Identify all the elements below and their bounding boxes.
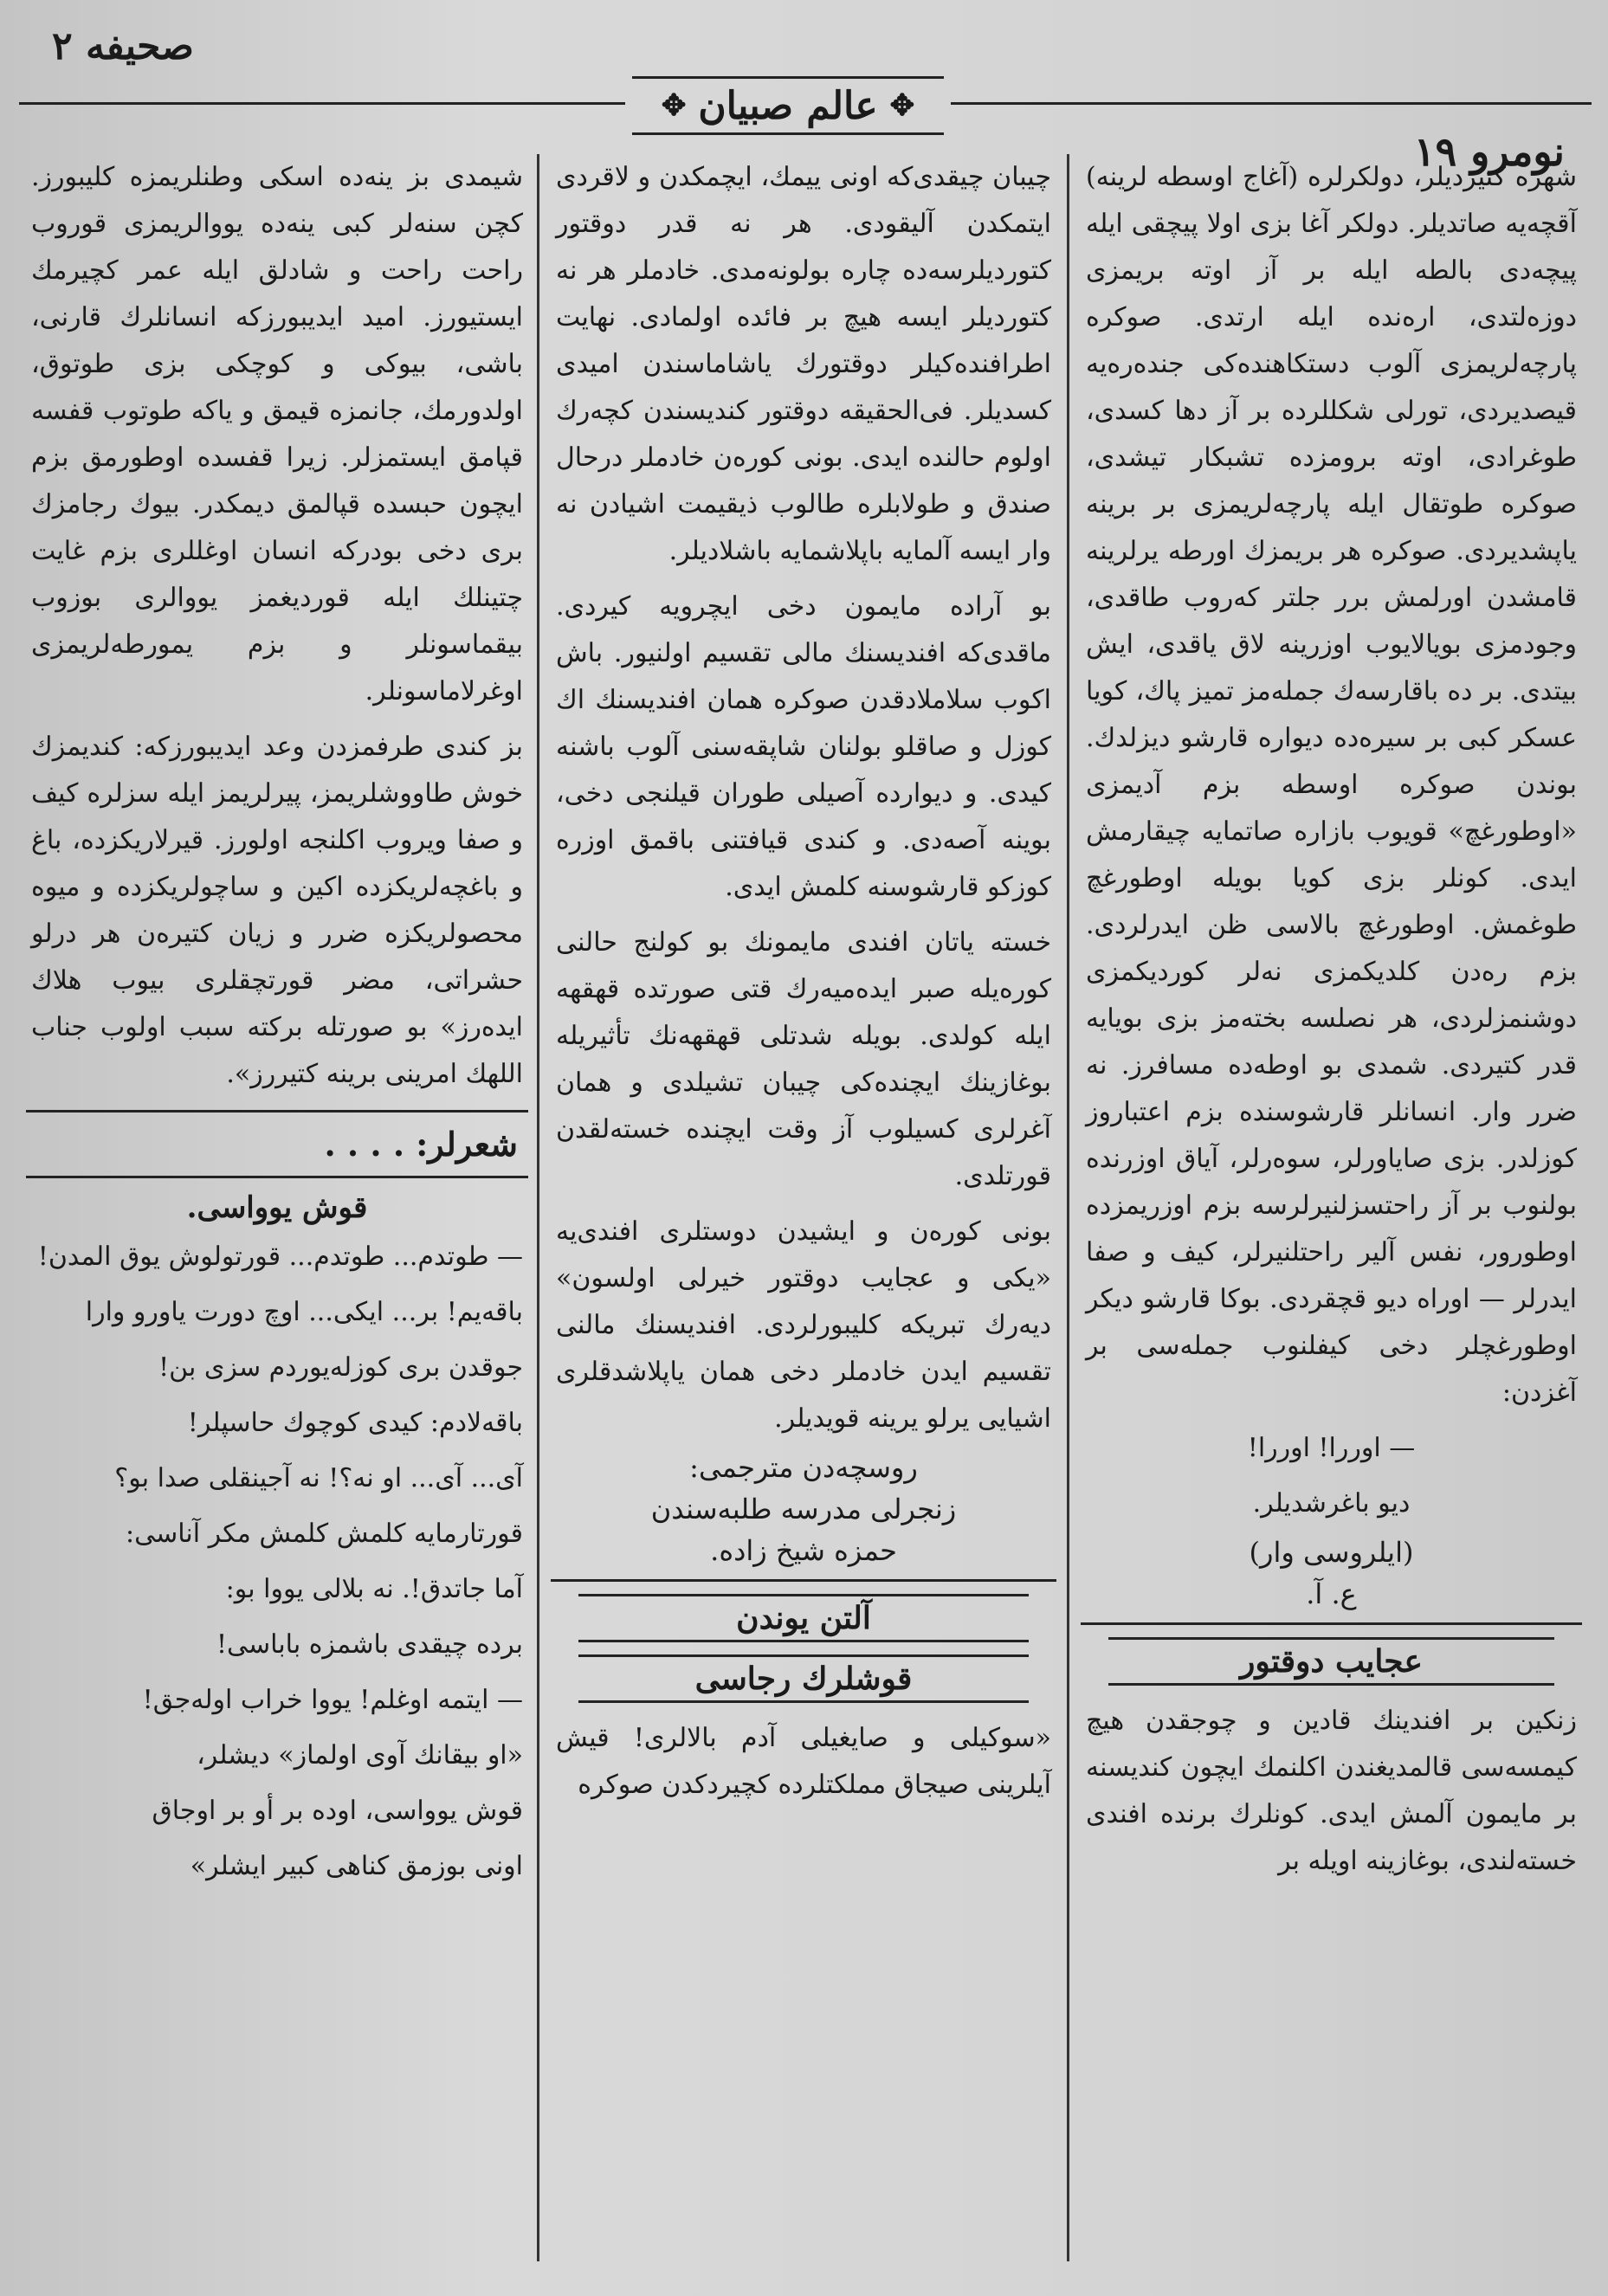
article-paragraph: دیو باغرشدیلر. [1252,1488,1411,1519]
subsection-title: قوشلرك رجاسی [578,1654,1029,1703]
continued-note: (ایلروسی وار) [1249,1536,1414,1569]
issue-number: نومرو ١٩ [1413,128,1565,175]
ornament-icon: ✥ [889,88,915,123]
section-divider [1081,1622,1582,1625]
article-paragraph: شهره کتیردیلر، دولکرلره (آغاج اوسطه لرینه) آقچه‌یه صاتدیلر. دولکر آغا بزی اولا پیچقی ایله پیچه‌دی بالطه ایله بر آز اوته بریمزی دوزه‌لتدی، اره‌نده ایله ارتدی. صوکره پارچه‌لریمزی آلوب دستکاهنده‌کی جنده‌ره‌یه قیصدیردی، تورلی شکللرده بر آز دها کسدی، طوغرادی، اوته برومزده تشبکار تیشدی، صوکره طوتقال ایله پارچه‌لریمزی بر برینه یاپشدیردی. صوکره هر بریمزك اورطه یرلرینه قامشدن اورلمش برر جلتر که‌روب طاقدی، وجودمزی بویالایوب اوزرینه لاق یاقدی، ایش بیتدی. بر ده باقارسه‌ك جمله‌مز تمیز پاك، کویا عسکر کبی بر سیره‌ده دیواره قارشو دیزلدك. بوندن صوکره اوسطه بزم آدیمزی «اوطورغچ» قویوب بازاره صاتمایه چیقارمش ایدی. کونلر بزی کویا بویله اوطورغچ طوغمش. اوطورغچ بالاسی ظن ایدرلردی. بزم ره‌دن کلدیکمزی نه‌لر کوردیکمزی دوشنمزلردی، هر نصلسه بخته‌مز بزی بویایه قدر کتیردی. شمدی بو اوطه‌ده مسافرز. نه ضرر وار. انسانلر قارشوسنده بزم اعتباروز کوزلدر. بزی صایاورلر، سوه‌رلر، آیاق اوزرنده بولنوب بر آز راحتسزلنیرلرسه بزم اوزریمزده اوطورور، نفس آلیر راحتلنیرلر، کیف و صفا ایدرلر — اوراه دیو قچقردی. بوکا قارشو دیکر اوطورغچلر دخی کیفلنوب جمله‌سی بر آغزدن: [1086,162,1577,1408]
poem-line: آی... آی... او نه؟! نه آجینقلی صدا بو؟ [114,1463,523,1493]
author-signature: ع. آ. [1306,1577,1357,1610]
section-divider [26,1110,528,1113]
article-paragraph: خسته یاتان افندی مایمونك بو کولنج حالنی کوره‌یله صبر ایده‌میه‌رك قتی صورتده قهقهه ایله کولدی. بویله شدتلی قهقهه‌نك تأثیریله بوغازینك ایچنده‌کی چیبان تشیلدی و همان آغرلری کسیلوب آز وقت ایچنده خسته‌لقدن قورتلدی. [556,927,1051,1191]
story-title: عجایب دوقتور [1108,1637,1554,1686]
poems-heading [36,1125,518,1164]
left-column [19,154,535,2261]
poem-line: آما جاتدق!. نه بلالی یووا بو: [225,1574,523,1604]
article-paragraph: بز کندی طرفمزدن وعد ایدیبورزکه: کندیمزك خوش طاووشلریمز، پیرلریمز ایله سزلره کیف و صفا ویروب اکلنجه اولورز. قیرلاریکزده، باغ و باغچه‌لریکزده اکین و ساچولریکزده و میوه محصولریکزه ضرر و زیان کتیره‌ن هر درلو حشراتی، مضر قورتچقلری بیوب هلاك ایده‌رز» بو صورتله برکته سبب اولوب جناب اللهك امرینی برینه کتیررز». [31,732,523,1089]
poem-line: — طوتدم... طوتدم... قورتولوش یوق المدن! [37,1242,523,1272]
poems-title: شعرلر: [416,1125,518,1164]
column-divider [1067,154,1069,2261]
poem-line: قورتارمایه کلمش کلمش مکر آناسی: [126,1519,523,1549]
translator-school: زنجرلی مدرسه طلبه‌سندن [650,1493,957,1525]
column-divider [537,154,539,2261]
section-paragraph: «سوکیلی و صایغیلی آدم بالالری! قیش آیلرینی صیجاق مملکتلرده کچیردکدن صوکره [556,1723,1051,1800]
poem-line: اونی بوزمق کناهی کبیر ایشلر» [190,1851,523,1881]
translator-credit: روسچه‌دن مترجمی: [689,1451,918,1484]
masthead [632,76,944,135]
poem-title: قوش یوواسی. [186,1190,368,1225]
ornament-icon: ✥ [661,88,687,123]
article-paragraph: — اوررا! اوررا! [1247,1433,1416,1463]
article-paragraph: چیبان چیقدی‌که اونی ییمك، ایچمکدن و لاقردی ایتمکدن آلیقودی. هر نه قدر دوقتور کتوردیلرسه‌ده چاره بولونه‌مدی. خادملر هر نه کتوردیلر ایسه هیچ بر فائده اولمادی. نهایت اطرافنده‌کیلر دوقتورك یاشاماسندن امیدی کسدیلر. فی‌الحقیقه دوقتور کندیسندن کچه‌رك اولوم حالنده ایدی. بونی کوره‌ن خادملر درحال صندق و طولابلره طالوب ذیقیمت اشیادن نه وار ایسه آلمایه باپلاشمایه باشلادیلر. [556,162,1051,566]
poem-line: «او بیقانك آوی اولماز» دیشلر، [197,1740,523,1770]
poem-line: باقه‌لادم: کیدی کوچوك حاسپلر! [187,1408,523,1438]
article-paragraph: بونی کوره‌ن و ایشیدن دوستلری افندی‌یه «یکی و عجایب دوقتور خیرلی اولسون» دیه‌رك تبریکه کلیبورلردی. افندیسنك مالنی تقسیم ایدن خادملر دخی همان یاپلاشدقلری اشیایی یرلو یرینه قویدیلر. [556,1216,1051,1434]
header-rule-left [19,102,625,105]
poem-line: جوقدن بری کوزله‌یوردم سزی بن! [158,1352,523,1383]
middle-column [544,154,1063,2261]
translator-name: حمزه شیخ زاده. [710,1534,897,1567]
poem-line: — ایتمه اوغلم! یووا خراب اوله‌جق! [142,1685,523,1715]
section-divider [26,1176,528,1178]
poem-line: باقه‌یم! بر... ایکی... اوچ دورت یاورو وارا [85,1297,523,1327]
section-title: آلتن یوندن [578,1594,1029,1642]
poem-line: برده چیقدی باشمزه باباسی! [216,1629,523,1660]
header-rule-right [951,102,1592,105]
section-divider [551,1579,1056,1582]
story-paragraph: زنکین بر افندینك قادین و چوجقدن هیچ کیمسه‌سی قالمدیغندن اکلنمك ایچون کندیسنه بر مایمون آلمش ایدی. کونلرك برنده افندی خسته‌لندی، بوغازینه اویله بر [1086,1706,1577,1876]
article-paragraph: بو آراده مایمون دخی ایچرویه کیردی. ماقدی‌که افندیسنك مالی تقسیم اولنیور. باش اکوب سلاملادقدن صوکره همان افندیسنك اك کوزل و صاقلو بولنان شاپقه‌سنی آلوب باشنه کیدی. و دیوارده آصیلی طوران قیلنجی دخی، بوینه آصه‌دی. و کندی قیافتنی باقمق اوزره کوزکو قارشوسنه کلمش ایدی. [556,591,1051,902]
page-number-label: صحيفه ٢ [52,24,194,68]
poem-line: قوش یوواسی، اوده بر أو بر اوجاق [152,1796,523,1826]
masthead-title: عالم صبیان [698,83,878,128]
article-paragraph: شیمدی بز ینه‌ده اسکی وطنلریمزه کلیبورز. کچن سنه‌لر کبی ینه‌ده یووالریمزی قوروب راحت راحت و شادلق ایله عمر کچیرمك ایستیورز. امید ایدیبورزکه انسانلرك قارنی، باشی، بیوکی و کوچکی بزی طوتوق، اولدورمك، جانمزه قیمق و یاکه طوتوب قفسه قپامق ایستمزلر. زیرا قفسده اوطورمق بزم ایچون حبسده قپالمق دیمکدر. بیوك رجامزك بری دخی بودرکه انسان اوغللری بزم غایت چتینلك ایله قوردیغمز یووالری بوزوب بیقماسونلر و بزم یمورطه‌لریمزی اوغرلاماسونلر. [31,162,523,706]
right-column [1074,154,1589,2261]
poems-dots: . . . . [324,1125,405,1164]
